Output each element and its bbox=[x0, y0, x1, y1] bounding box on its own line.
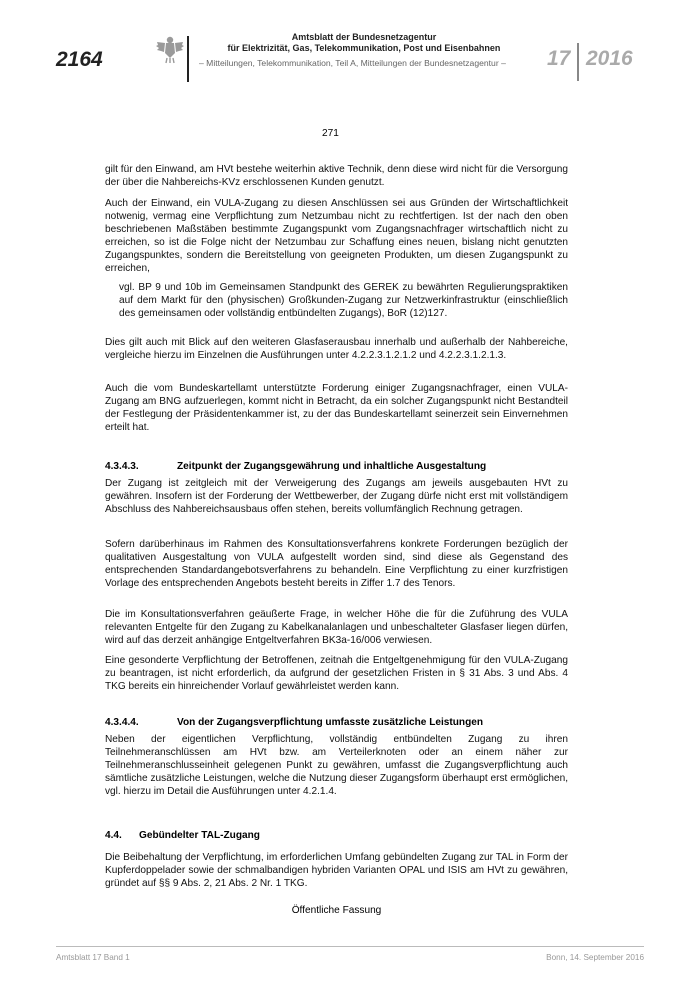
paragraph: Die im Konsultationsverfahren geäußerte Frage, in welcher Höhe die für die Zuführung des VULA relevanten Entgelte für den Zugang zu Kabelkanalanlagen und unbeschalteter Glasfaser liegen dürfen, wird auf das derzeit anhängige Entgeltverfahren BK3a-16/006 verwiesen. bbox=[105, 609, 568, 646]
document-page-number: 271 bbox=[322, 128, 339, 139]
paragraph: Auch die vom Bundeskartellamt unterstützte Forderung einiger Zugangsnachfrager, einen VULA-Zugang am BNG aufzuerlegen, kommt nicht in Betracht, da ein solcher Zugangspunkt nicht Bestandteil der Festlegung der Präsidentenkammer ist, zu der das Bundeskartellamt seinerzeit sein Einvernehmen erteilt hat. bbox=[105, 383, 568, 433]
paragraph: Sofern darüberhinaus im Rahmen des Konsultationsverfahrens konkrete Forderungen bezüglich der qualitativen Ausgestaltung von VULA aufgestellt worden sind, sind diese als Gegenstand des entsprechenden Standardangebotsverfahrens zu behandeln. Eine Verpflichtung zu einer kurzfristigen Vorlage des entsprechenden Angebots besteht bereits in Ziffer 1.7 des Tenors. bbox=[105, 539, 568, 589]
section-title: Von der Zugangsverpflichtung umfasste zusätzliche Leistungen bbox=[177, 717, 484, 728]
section-heading bbox=[105, 829, 568, 842]
header-divider-left bbox=[187, 36, 189, 82]
issue-year: 2016 bbox=[586, 47, 633, 70]
federal-eagle-icon bbox=[155, 34, 185, 64]
paragraph: Der Zugang ist zeitgleich mit der Verweigerung des Zugangs am jeweils ausgebauten HVt zu gewähren. Insofern ist der Forderung der Wettbewerber, der Zugang dürfe nicht erst mit vollständigem Abschluss des Nahbereichsausbaus offen stehen, bereits vollumfänglich Rechnung getragen. bbox=[105, 478, 568, 515]
footer-left: Amtsblatt 17 Band 1 bbox=[56, 953, 130, 962]
gazette-subtitle: – Mitteilungen, Telekommunikation, Teil A, Mitteilungen der Bundesnetzagentur – bbox=[199, 58, 506, 68]
paragraph: Eine gesonderte Verpflichtung der Betroffenen, zeitnah die Entgeltgenehmigung für den VULA-Zugang zu beantragen, ist nicht erforderlich, da aufgrund der gesetzlichen Fristen in § 31 Abs. 3 und Abs. 4 TKG bereits ein hinreichender Vorlauf gewährleistet werden kann. bbox=[105, 655, 568, 692]
footer-rule bbox=[56, 946, 644, 947]
public-version-label: Öffentliche Fassung bbox=[291, 905, 382, 916]
paragraph: gilt für den Einwand, am HVt bestehe weiterhin aktive Technik, denn diese wird nicht für die Versorgung der über die Nahbereichs-KVz erschlossenen Kunden genutzt. bbox=[105, 164, 568, 188]
header-divider-right bbox=[577, 43, 579, 81]
section-heading bbox=[105, 716, 568, 729]
paragraph: Neben der eigentlichen Verpflichtung, vollständig entbündelten Zugang zu ihren Teilnehmeranschlüssen am HVt bzw. am Verteilerknoten oder an einem näher zur Teilnehmeranschlusseinheit gelegenen Punkt zu gewähren, umfasst die Zugangsverpflichtung auch sämtliche zusätzliche Leistungen, welche die Nutzung dieser Zugangsform überhaupt erst ermöglichen, vgl. hierzu im Detail die Ausführungen unter 4.2.1.4. bbox=[105, 734, 568, 797]
footer-right: Bonn, 14. September 2016 bbox=[546, 953, 644, 962]
section-number: 4.4. bbox=[105, 830, 122, 841]
section-title: Zeitpunkt der Zugangsgewährung und inhaltliche Ausgestaltung bbox=[177, 461, 487, 472]
section-title: Gebündelter TAL-Zugang bbox=[139, 830, 260, 841]
paragraph: Dies gilt auch mit Blick auf den weiteren Glasfaserausbau innerhalb und außerhalb der Nahbereiche, vergleiche hierzu im Einzelnen die Ausführungen unter 4.2.2.3.1.2.1.2 und 4.2.2.3.1.2.1.3. bbox=[105, 337, 568, 361]
citation-quote: vgl. BP 9 und 10b im Gemeinsamen Standpunkt des GEREK zu bewährten Regulierungspraktiken auf dem Markt für den (physischen) Großkunden-Zugang zur Netzwerkinfrastruktur (einschließlich des gemeinsamen oder vollständig entbündelten Zugangs), BoR (12)127. bbox=[119, 282, 568, 319]
gazette-page-number: 2164 bbox=[56, 48, 103, 71]
gazette-title-line2: für Elektrizität, Gas, Telekommunikation, Post und Eisenbahnen bbox=[227, 43, 501, 53]
section-number: 4.3.4.3. bbox=[105, 461, 139, 472]
issue-number: 17 bbox=[547, 47, 571, 70]
gazette-title-line1: Amtsblatt der Bundesnetzagentur bbox=[291, 32, 437, 42]
paragraph: Die Beibehaltung der Verpflichtung, im erforderlichen Umfang gebündelten Zugang zur TAL in Form der Kupferdoppelader sowie der schmalbandigen hybriden Varianten OPAL und ISIS am HVt zu gewähren, gründet auf §§ 9 Abs. 2, 21 Abs. 2 Nr. 1 TKG. bbox=[105, 852, 568, 889]
paragraph: Auch der Einwand, ein VULA-Zugang zu diesen Anschlüssen sei aus Gründen der Wirtschaftlichkeit notwenig, vermag eine Verpflichtung zum Netzumbau nicht zu rechtfertigen. Ist der nach den oben beschriebenen Maßstäben bestimmte Zugangspunkt vom Zugangsnachfrager wirtschaftlich nicht zu erreichen, so ist die Folge nicht der Netzumbau zur Schaffung eines neuen, bislang nicht genutzten Zugangspunktes, sondern die Bereitstellung von geeigneten Produkten, um diesen Zugangspunkt zu erreichen, bbox=[105, 198, 568, 274]
section-heading bbox=[105, 460, 568, 473]
section-number: 4.3.4.4. bbox=[105, 717, 139, 728]
